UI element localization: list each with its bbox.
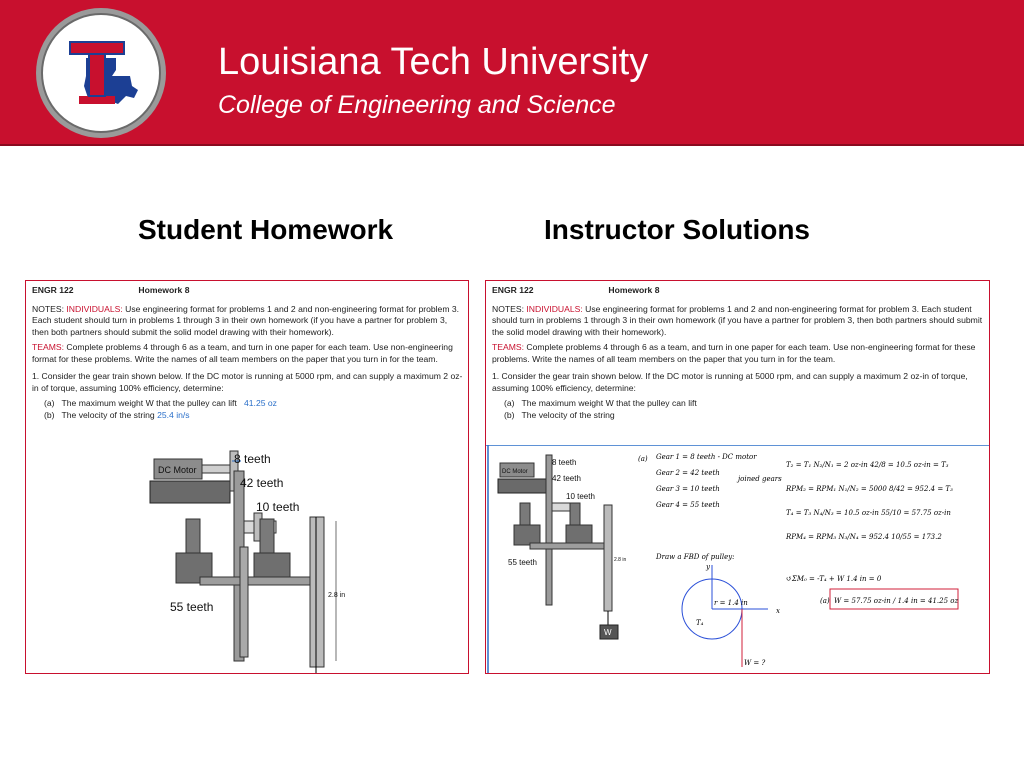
motor-shaft — [202, 465, 234, 473]
dimension-label: 2.8 in — [614, 557, 627, 563]
course-code: ENGR 122 — [492, 285, 534, 295]
gear-1-note: Gear 1 = 8 teeth - DC motor — [656, 453, 757, 461]
gear-4-note: Gear 4 = 55 teeth — [656, 501, 720, 509]
answer-b: 25.4 in/s — [157, 409, 190, 420]
moment-equation: ↺ΣM₀ = -T₄ + W 1.4 in = 0 — [786, 575, 882, 583]
equation-3: T₄ = T₃ N₄/N₃ = 10.5 oz-in 55/10 = 57.75 oz-in — [786, 509, 951, 517]
individuals-note: NOTES: INDIVIDUALS: Use engineering format for problems 1 and 2 and non-engineering format for problem 3. Each student should turn in problems 1 through 3 in their own homework (if you have a partner for problem 3, then both partners should submit the solid model drawing with their homework). — [492, 303, 983, 337]
fbd-t4: T₄ — [696, 619, 704, 627]
equation-4: RPM₄ = RPM₃ N₃/N₄ = 952.4 10/55 = 173.2 — [786, 533, 942, 541]
problem-statement: 1. Consider the gear train shown below. If the DC motor is running at 5000 rpm, and can supply a maximum 2 oz-in of torque, assuming 100% efficiency, determine: — [32, 371, 463, 393]
part-a: (a) The maximum weight W that the pulley can lift 41.25 oz — [44, 398, 277, 408]
dc-motor-label: DC Motor — [158, 465, 197, 475]
weight-label: W — [604, 628, 612, 637]
gear-train-figure — [26, 441, 469, 673]
gear-3-label: 10 teeth — [566, 492, 595, 501]
gear-2-note: Gear 2 = 42 teeth — [656, 469, 720, 477]
student-homework-heading: Student Homework — [138, 214, 394, 245]
motor-base — [150, 481, 230, 503]
dc-motor-label: DC Motor — [502, 469, 528, 475]
individuals-note: NOTES: INDIVIDUALS: Use engineering format for problems 1 and 2 and non-engineering format for problem 3. Each student should turn in problems 1 through 3 in their own homework (if you have a partner for problem 3, then both partners should submit the solid model drawing with their homework). — [32, 303, 460, 337]
instructor-solutions-panel — [485, 280, 990, 674]
gear-3-note: Gear 3 = 10 teeth — [656, 485, 720, 493]
fbd-w: W = ? — [744, 659, 766, 667]
student-homework-panel — [25, 280, 469, 674]
joined-note: joined gears — [738, 475, 782, 483]
part-b: (b) The velocity of the string — [504, 409, 615, 420]
homework-number: Homework 8 — [138, 285, 190, 295]
homework-document — [32, 285, 466, 421]
part-b: (b) The velocity of the string 25.4 in/s — [44, 409, 190, 420]
gear-4 — [240, 547, 248, 657]
part-a: (a) The maximum weight W that the pulley can lift — [504, 398, 697, 408]
gear-4-label: 55 teeth — [170, 600, 214, 614]
homework-number: Homework 8 — [608, 285, 660, 295]
louisiana-tech-lt-logo-icon — [34, 6, 168, 140]
gear-2-label: 42 teeth — [240, 476, 284, 490]
fbd-note: Draw a FBD of pulley: — [656, 553, 735, 561]
solution-figure — [486, 445, 990, 673]
pulley — [310, 517, 324, 667]
final-result: W = 57.75 oz-in / 1.4 in = 41.25 oz — [834, 597, 959, 605]
teams-note: TEAMS: Complete problems 4 through 6 as a team, and turn in one paper for each team. Use non-engineering format for these problems. Write the names of all team members on the paper that you turn in for the team. — [492, 342, 976, 364]
dimension-label: 2.8 in — [328, 592, 346, 599]
equation-1: T₂ = T₁ N₂/N₁ = 2 oz-in 42/8 = 10.5 oz-in = T₃ — [786, 461, 949, 469]
teams-note: TEAMS: Complete problems 4 through 6 as a team, and turn in one paper for each team. Use non-engineering format for these problems. Write the names of all team members on the paper that you turn in for the team. — [32, 342, 453, 364]
gear-3-label: 10 teeth — [256, 500, 300, 514]
main-shaft — [200, 577, 312, 585]
header-banner — [0, 0, 1024, 146]
gear-2-label: 42 teeth — [552, 474, 581, 483]
fbd-axis-x: x — [776, 607, 780, 615]
gear-1-label: 8 teeth — [234, 452, 271, 466]
problem-statement: 1. Consider the gear train shown below. If the DC motor is running at 5000 rpm, and can supply a maximum 2 oz-in of torque, assuming 100% efficiency, determine: — [492, 371, 968, 393]
fbd-axis-y: y — [706, 563, 710, 571]
solution-document — [492, 285, 986, 421]
gear-1-label: 8 teeth — [552, 458, 577, 467]
equation-2: RPM₂ = RPM₁ N₁/N₂ = 5000 8/42 = 952.4 = T₃ — [786, 485, 953, 493]
page-title: Louisiana Tech University — [218, 41, 649, 83]
a-marker-result: (a) — [820, 597, 830, 605]
instructor-solutions-heading: Instructor Solutions — [544, 214, 810, 245]
page-subtitle: College of Engineering and Science — [218, 91, 616, 119]
doc-header — [492, 285, 986, 297]
answer-a: 41.25 oz — [244, 398, 277, 408]
course-code: ENGR 122 — [32, 285, 74, 295]
gear-4-label: 55 teeth — [508, 558, 537, 567]
fbd-radius: r = 1.4 in — [714, 599, 748, 607]
a-marker: (a) — [638, 455, 648, 463]
doc-header — [32, 285, 466, 297]
